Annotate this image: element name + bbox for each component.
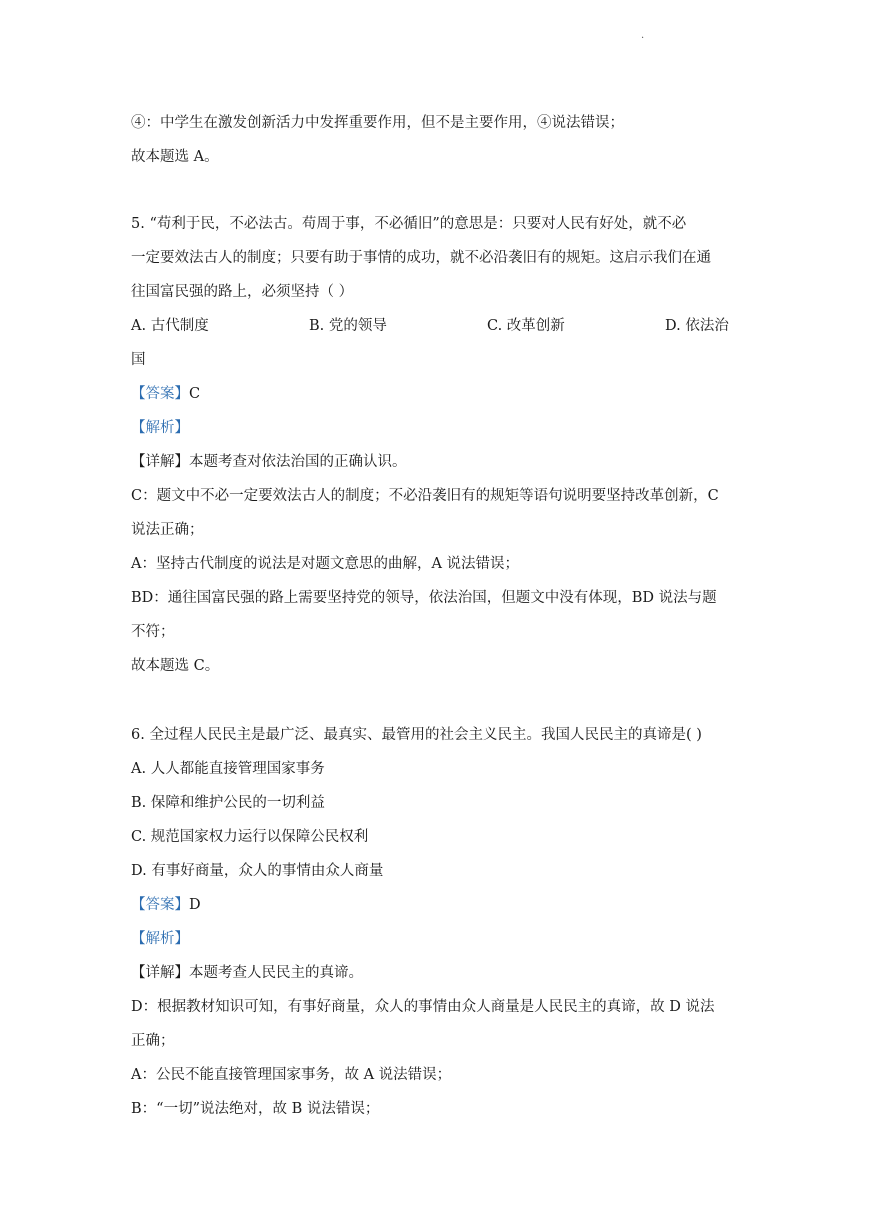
q6-answer-value: D — [189, 897, 201, 913]
q6-b-line: B：“一切”说法绝对，故 B 说法错误； — [131, 1101, 380, 1117]
q6-d-line-2: 正确； — [131, 1033, 175, 1049]
q6-answer-label: 【答案】 — [131, 897, 189, 913]
q6-a-line: A：公民不能直接管理国家事务，故 A 说法错误； — [131, 1067, 452, 1083]
q5-option-b: B. 党的领导 — [309, 318, 387, 334]
q5-detail: 【详解】本题考查对依法治国的正确认识。 — [131, 454, 407, 470]
q5-stem-line-2: 一定要效法古人的制度；只要有助于事情的成功，就不必沿袭旧有的规矩。这启示我们在通 — [131, 250, 711, 266]
q4-conclusion: 故本题选 A。 — [131, 149, 219, 165]
q5-bd-line-2: 不符； — [131, 624, 175, 640]
q5-answer — [131, 384, 741, 404]
q5-option-wrap: 国 — [131, 352, 146, 368]
q6-answer — [131, 895, 741, 915]
q5-answer-value: C — [189, 386, 201, 402]
q4-item-4: ④：中学生在激发创新活力中发挥重要作用，但不是主要作用，④说法错误； — [131, 115, 624, 131]
q5-c-line-1: C：题文中不必一定要效法古人的制度；不必沿袭旧有的规矩等语句说明要坚持改革创新，C — [131, 488, 719, 504]
q5-option-a: A. 古代制度 — [131, 318, 209, 334]
q6-d-line-1: D：根据教材知识可知，有事好商量，众人的事情由众人商量是人民民主的真谛，故 D 说法 — [131, 999, 715, 1015]
q5-c-line-2: 说法正确； — [131, 522, 204, 538]
q6-option-b: B. 保障和维护公民的一切利益 — [131, 795, 325, 811]
q5-conclusion: 故本题选 C。 — [131, 658, 220, 674]
q6-detail: 【详解】本题考查人民民主的真谛。 — [131, 965, 363, 981]
header-dot: . — [641, 30, 645, 41]
q6-option-d: D. 有事好商量，众人的事情由众人商量 — [131, 863, 384, 879]
q5-a-line: A：坚持古代制度的说法是对题文意思的曲解，A 说法错误； — [131, 556, 520, 572]
q5-options — [131, 316, 741, 336]
q5-analysis-label: 【解析】 — [131, 420, 189, 436]
q5-option-c: C. 改革创新 — [487, 318, 565, 334]
q5-bd-line-1: BD：通往国富民强的路上需要坚持党的领导，依法治国，但题文中没有体现，BD 说法与题 — [131, 590, 717, 606]
q5-stem-line-3: 往国富民强的路上，必须坚持（ ） — [131, 284, 354, 300]
q5-stem-line-1: 5. “苟利于民，不必法古。苟周于事，不必循旧”的意思是：只要对人民有好处，就不必 — [131, 216, 687, 232]
q6-option-c: C. 规范国家权力运行以保障公民权利 — [131, 829, 369, 845]
q6-analysis-label: 【解析】 — [131, 931, 189, 947]
q6-stem: 6. 全过程人民民主是最广泛、最真实、最管用的社会主义民主。我国人民民主的真谛是( ) — [131, 727, 702, 743]
q6-option-a: A. 人人都能直接管理国家事务 — [131, 761, 325, 777]
q5-answer-label: 【答案】 — [131, 386, 189, 402]
q5-option-d: D. 依法治 — [665, 318, 729, 334]
